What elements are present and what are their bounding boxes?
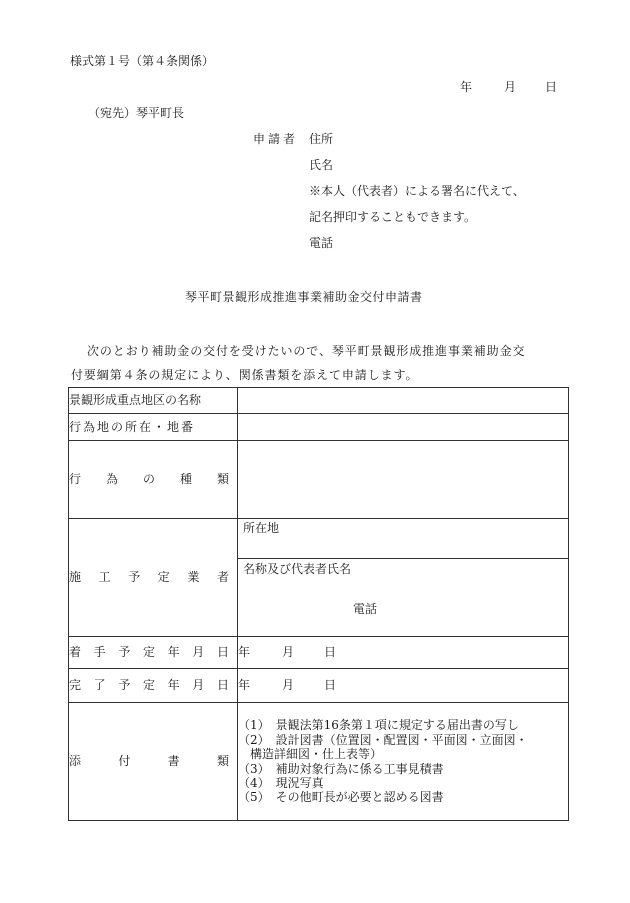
document-title: 琴平町景観形成推進事業補助金交付申請書 <box>185 290 423 304</box>
contractor-name-label: 名称及び代表者氏名 <box>243 562 352 576</box>
list-item: （2） 設計図書（位置図・配置図・平面図・立面図・ <box>238 732 528 747</box>
table-row <box>69 669 569 703</box>
table-row <box>69 703 569 821</box>
list-item: （3） 補助対象行為に係る工事見積書 <box>238 761 444 776</box>
table-row <box>69 637 569 669</box>
end-date-label: 完 了 予 定 年 月 日 <box>69 669 238 703</box>
table-row <box>69 519 569 637</box>
date-day-label: 日 <box>545 80 558 94</box>
contractor-label: 施 工 予 定 業 者 <box>69 519 238 637</box>
list-item: （5） その他町長が必要と認める図書 <box>238 790 444 805</box>
date-month-label: 月 <box>504 80 517 94</box>
form-number: 様式第１号（第４条関係） <box>70 54 215 68</box>
district-name-label: 景観形成重点地区の名称 <box>69 388 238 414</box>
applicant-address-label: 住所 <box>309 132 334 146</box>
body-text-line2: 付要綱第４条の規定により、関係書類を添えて申請します。 <box>71 368 419 382</box>
list-item: 構造詳細図・仕上表等） <box>238 747 383 762</box>
district-name-value[interactable] <box>238 388 569 414</box>
start-date-value[interactable]: 年 月 日 <box>238 637 569 669</box>
action-type-value[interactable] <box>238 441 569 519</box>
action-type-label: 行 為 の 種 類 <box>69 441 238 519</box>
start-date-label: 着 手 予 定 年 月 日 <box>69 637 238 669</box>
body-text-line1: 次のとおり補助金の交付を受けたいので、琴平町景観形成推進事業補助金交 <box>87 344 526 358</box>
application-table <box>68 387 569 821</box>
attachments-label: 添 付 書 類 <box>69 703 238 821</box>
contractor-value <box>238 519 569 637</box>
end-date-value[interactable]: 年 月 日 <box>238 669 569 703</box>
addressee: （宛先）琴平町長 <box>88 106 185 120</box>
contractor-name-cell[interactable] <box>238 559 568 636</box>
table-row <box>69 414 569 441</box>
site-location-value[interactable] <box>238 414 569 441</box>
table-row <box>69 441 569 519</box>
applicant-label: 申請者 <box>253 132 299 146</box>
contractor-location-label: 所在地 <box>243 521 280 535</box>
table-row <box>69 388 569 414</box>
signature-note-line1: ※本人（代表者）による署名に代えて、 <box>309 184 525 198</box>
applicant-phone-label: 電話 <box>309 236 334 250</box>
contractor-location-cell[interactable] <box>238 519 568 559</box>
list-item: （4） 現況写真 <box>238 775 324 790</box>
date-year-label: 年 <box>460 80 473 94</box>
applicant-name-label: 氏名 <box>309 158 334 172</box>
attachments-list <box>238 703 569 821</box>
site-location-label: 行為地の所在・地番 <box>69 414 238 441</box>
signature-note-line2: 記名押印することもできます。 <box>309 210 477 224</box>
list-item: （1） 景観法第16条第１項に規定する届出書の写し <box>238 718 519 733</box>
contractor-phone-label: 電話 <box>353 602 378 616</box>
